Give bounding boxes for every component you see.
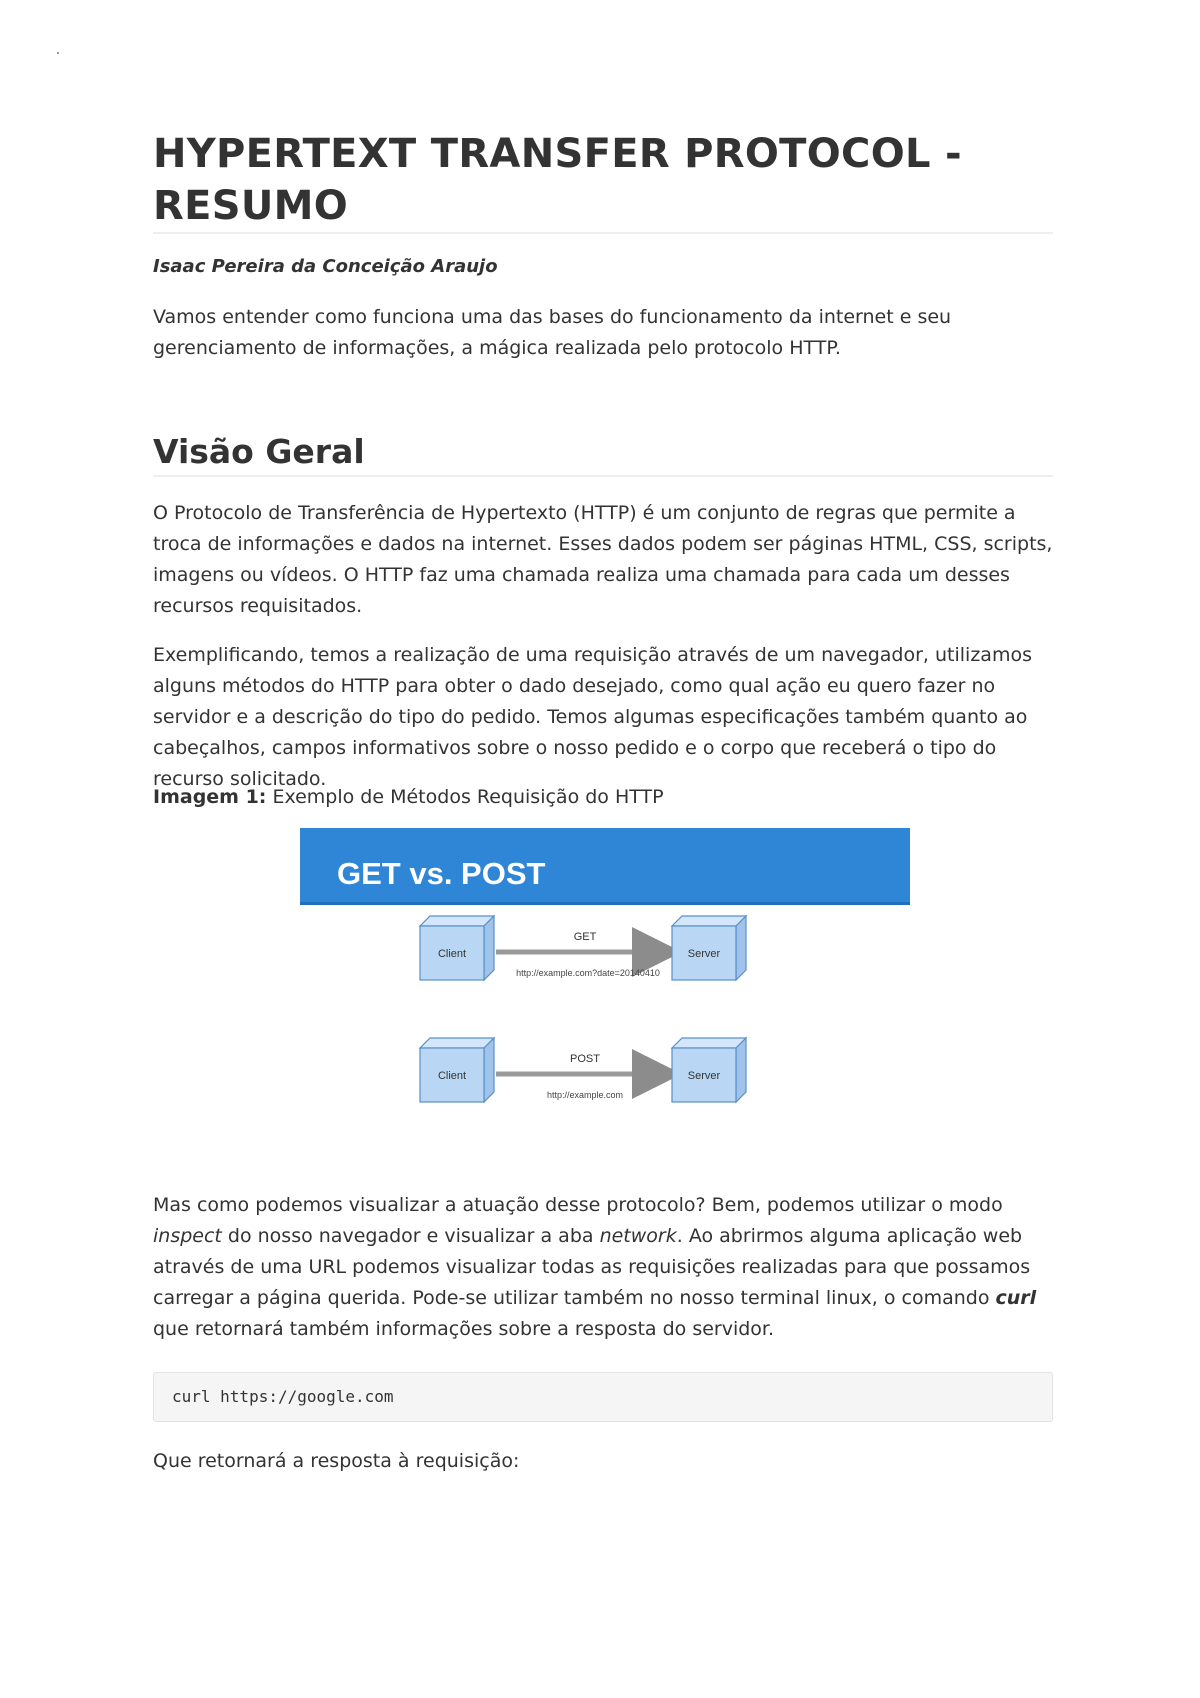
get-method-label: GET: [573, 931, 597, 943]
author-name: Isaac Pereira da Conceição Araujo: [153, 256, 498, 277]
curl-term: curl: [995, 1287, 1037, 1309]
figure-banner-title: GET vs. POST: [337, 856, 546, 891]
paragraph-4: Que retornará a resposta à requisição:: [153, 1450, 520, 1472]
post-server-label: Server: [687, 1070, 721, 1082]
intro-paragraph: Vamos entender como funciona uma das bases do funcionamento da internet e seu gerenciamento de informações, a mágica realizada pelo protocolo HTTP.: [153, 306, 952, 359]
get-vs-post-figure: [300, 828, 910, 1168]
figure-diagram: [300, 906, 910, 1168]
page-mark: [57, 52, 59, 54]
figure-caption: [153, 782, 1053, 813]
section-title: Visão Geral: [153, 432, 365, 471]
title-divider: [153, 232, 1053, 234]
caption-text: Exemplo de Métodos Requisição do HTTP: [266, 786, 664, 808]
get-server-cube: [672, 916, 746, 980]
paragraph-2: Exemplificando, temos a realização de uma requisição através de um navegador, utilizamos alguns métodos do HTTP para obter o dado desejado, como qual ação eu quero fazer no servidor e a descrição do tipo do pedido. Temos algumas especificações também quanto ao cabeçalhos, campos informativos sobre o nosso pedido e o corpo que receberá o tipo do recurso solicitado.: [153, 644, 1032, 790]
figure-banner: [300, 828, 910, 905]
caption-label: Imagem 1:: [153, 786, 267, 808]
paragraph-3-part-4: que retornará também informações sobre a resposta do servidor.: [153, 1318, 775, 1340]
post-client-cube: [420, 1038, 494, 1102]
code-block: [153, 1372, 1053, 1422]
post-url-label: http://example.com: [546, 1090, 624, 1100]
paragraph-3-part-3: . Ao abrirmos alguma aplicação web através de uma URL podemos visualizar todas as requisições realizadas para que possamos carregar a página querida. Pode-se utilizar também no nosso terminal linux, o comando: [153, 1225, 1031, 1309]
get-server-label: Server: [687, 948, 721, 960]
inspect-term: inspect: [153, 1225, 222, 1247]
paragraph-3-part-2: do nosso navegador e visualizar a aba: [221, 1225, 600, 1247]
section-divider: [153, 475, 1053, 477]
page-title: HYPERTEXT TRANSFER PROTOCOL - RESUMO: [153, 131, 962, 229]
code-command: curl https://google.com: [172, 1387, 394, 1406]
post-server-cube: [672, 1038, 746, 1102]
get-url-label: http://example.com?date=20140410: [516, 968, 660, 978]
network-term: network: [599, 1225, 677, 1247]
paragraph-3: [153, 1190, 1053, 1345]
get-client-label: Client: [437, 948, 467, 960]
post-method-label: POST: [570, 1053, 600, 1065]
post-client-label: Client: [437, 1070, 467, 1082]
get-client-cube: [420, 916, 494, 980]
paragraph-1: O Protocolo de Transferência de Hypertexto (HTTP) é um conjunto de regras que permite a troca de informações e dados na internet. Esses dados podem ser páginas HTML, CSS, scripts, imagens ou vídeos. O HTTP faz uma chamada realiza uma chamada para cada um desses recursos requisitados.: [153, 502, 1053, 617]
paragraph-3-part-1: Mas como podemos visualizar a atuação desse protocolo? Bem, podemos utilizar o modo: [153, 1194, 1003, 1216]
